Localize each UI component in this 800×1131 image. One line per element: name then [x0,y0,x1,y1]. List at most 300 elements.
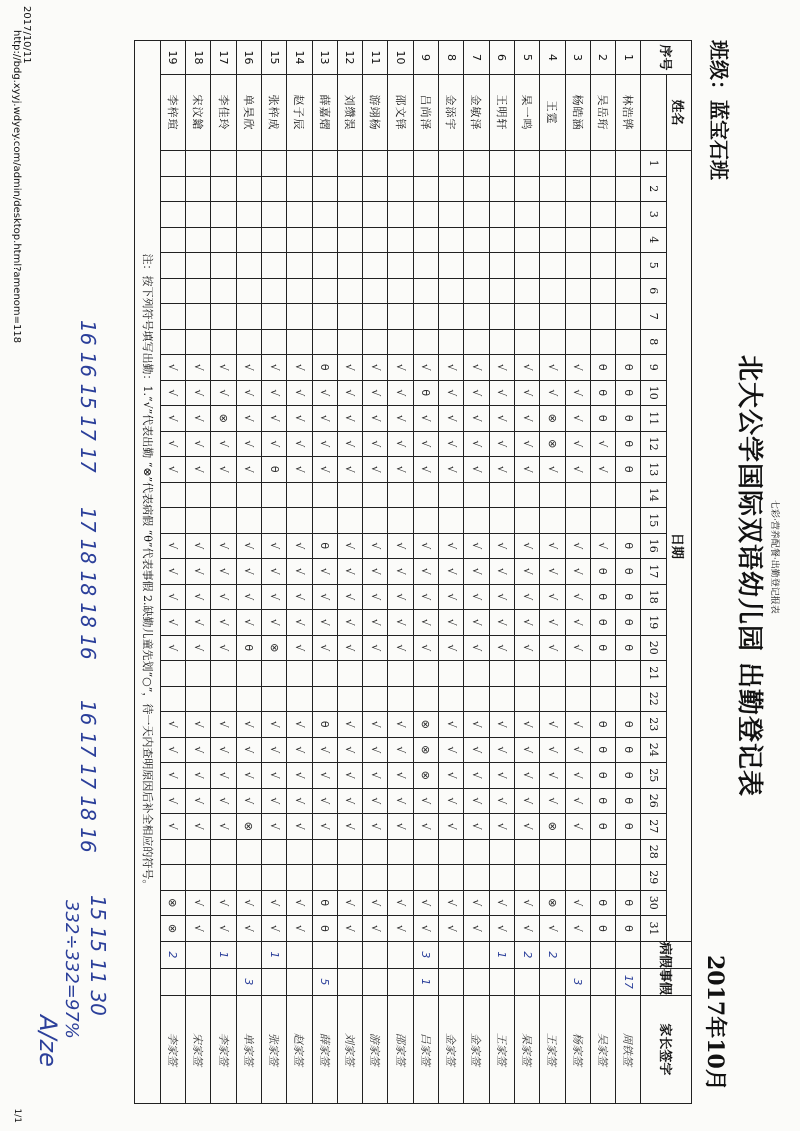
attendance-mark: √ [514,355,539,381]
day-header: 9 [641,355,666,381]
attendance-mark: √ [160,406,185,432]
attendance-mark: ⊗ [540,431,565,457]
parent-signature: 吴家签 [590,995,615,1103]
attendance-mark [489,227,514,253]
student-rows [160,41,641,1104]
attendance-mark [312,202,337,228]
attendance-mark [211,329,236,355]
attendance-mark [616,202,641,228]
attendance-mark [439,176,464,202]
attendance-mark: √ [186,355,211,381]
attendance-mark: √ [261,890,286,916]
attendance-mark [514,661,539,687]
class-label: 班级：蓝宝石班 [707,40,731,180]
attendance-mark [186,329,211,355]
attendance-mark [565,329,590,355]
attendance-mark [540,839,565,865]
attendance-mark: √ [464,431,489,457]
seq-cell: 5 [514,41,539,75]
attendance-mark: √ [464,584,489,610]
attendance-mark: √ [261,380,286,406]
attendance-mark [337,482,362,508]
attendance-mark: √ [388,584,413,610]
attendance-mark: θ [616,559,641,585]
attendance-mark: √ [413,788,438,814]
attendance-mark: √ [312,431,337,457]
attendance-mark: √ [186,737,211,763]
attendance-mark [312,865,337,891]
attendance-mark [312,176,337,202]
attendance-mark: θ [590,788,615,814]
personal-days-count [489,968,514,995]
attendance-mark [186,227,211,253]
attendance-mark: θ [616,584,641,610]
attendance-mark: √ [565,712,590,738]
attendance-mark: √ [540,788,565,814]
attendance-mark: √ [186,763,211,789]
day-header: 28 [641,839,666,865]
attendance-mark: θ [616,457,641,483]
attendance-mark [489,839,514,865]
table-row [388,41,413,1104]
attendance-mark: √ [337,814,362,840]
attendance-mark [363,661,388,687]
attendance-mark: θ [261,457,286,483]
attendance-mark: √ [160,814,185,840]
attendance-mark: √ [565,890,590,916]
attendance-mark: √ [514,457,539,483]
attendance-mark [590,176,615,202]
attendance-mark: θ [590,610,615,636]
attendance-mark: √ [160,788,185,814]
attendance-mark: ⊗ [211,406,236,432]
attendance-mark: √ [413,814,438,840]
attendance-mark [261,686,286,712]
attendance-mark: √ [236,763,261,789]
attendance-mark [236,202,261,228]
attendance-mark: √ [160,533,185,559]
attendance-mark: √ [565,380,590,406]
attendance-mark: √ [312,814,337,840]
attendance-mark [413,508,438,534]
attendance-table [134,40,692,1104]
day-header: 4 [641,227,666,253]
attendance-mark: √ [236,916,261,942]
attendance-mark [489,278,514,304]
attendance-mark: √ [186,788,211,814]
month-label: 2017年10月 [702,955,728,1091]
attendance-mark: √ [261,916,286,942]
attendance-mark: √ [363,788,388,814]
attendance-mark: θ [590,737,615,763]
attendance-mark: √ [363,635,388,661]
parent-signature: 金家签 [439,995,464,1103]
attendance-mark [388,151,413,177]
attendance-mark [388,508,413,534]
attendance-mark: √ [388,380,413,406]
day-header: 26 [641,788,666,814]
attendance-mark [287,329,312,355]
attendance-mark: √ [439,533,464,559]
attendance-mark [236,839,261,865]
attendance-mark [363,839,388,865]
attendance-mark: √ [540,635,565,661]
attendance-mark: √ [439,610,464,636]
attendance-mark: √ [565,533,590,559]
student-name: 王霆 [540,75,565,151]
attendance-mark [489,304,514,330]
parent-signature: 王家签 [489,995,514,1103]
attendance-mark [464,508,489,534]
attendance-mark: √ [337,559,362,585]
attendance-mark [337,329,362,355]
attendance-mark: √ [186,890,211,916]
personal-days-count: 1 [413,968,438,995]
handwritten-tally-week1: 16 16 15 17 17 [76,320,100,473]
attendance-mark [160,686,185,712]
student-name: 宋汶鎗 [186,75,211,151]
table-row [236,41,261,1104]
attendance-mark [514,151,539,177]
attendance-mark: √ [337,406,362,432]
student-name: 金敏泽 [464,75,489,151]
table-row [514,41,539,1104]
attendance-mark [489,176,514,202]
attendance-mark: √ [337,763,362,789]
attendance-mark [616,661,641,687]
attendance-mark [236,176,261,202]
attendance-mark: √ [565,916,590,942]
attendance-mark: √ [186,635,211,661]
sick-days-count [312,941,337,968]
attendance-mark [590,329,615,355]
attendance-mark: √ [160,584,185,610]
attendance-mark: √ [388,355,413,381]
sick-days-count [388,941,413,968]
attendance-mark: √ [514,406,539,432]
attendance-mark [312,253,337,279]
attendance-mark: √ [160,457,185,483]
attendance-mark: √ [388,916,413,942]
attendance-mark [363,304,388,330]
attendance-mark: θ [616,763,641,789]
student-name: 林浩铧 [616,75,641,151]
attendance-mark [616,253,641,279]
attendance-mark [363,865,388,891]
attendance-mark [413,865,438,891]
student-name: 刘缵淏 [337,75,362,151]
attendance-mark: √ [211,380,236,406]
attendance-mark: √ [413,431,438,457]
personal-days-count: 17 [616,968,641,995]
personal-days-count [211,968,236,995]
attendance-mark [363,278,388,304]
attendance-mark: √ [590,457,615,483]
attendance-mark: √ [261,712,286,738]
print-page-number: 1/1 [12,1108,22,1123]
attendance-mark [616,278,641,304]
attendance-mark [186,176,211,202]
attendance-mark [312,839,337,865]
attendance-mark [236,686,261,712]
student-name: 吴岳珩 [590,75,615,151]
attendance-mark: √ [489,584,514,610]
attendance-mark [287,482,312,508]
attendance-mark: √ [489,533,514,559]
attendance-mark: √ [413,635,438,661]
attendance-mark: √ [363,355,388,381]
attendance-mark: √ [439,457,464,483]
attendance-mark: θ [590,916,615,942]
attendance-mark [439,151,464,177]
attendance-mark: √ [186,559,211,585]
student-name: 李梓瑄 [160,75,185,151]
attendance-mark [514,482,539,508]
student-name: 金添宇 [439,75,464,151]
attendance-mark [439,661,464,687]
attendance-mark [211,661,236,687]
attendance-mark: √ [287,431,312,457]
attendance-mark: √ [489,380,514,406]
attendance-mark: √ [287,457,312,483]
attendance-mark [160,151,185,177]
student-name: 单昊欣 [236,75,261,151]
attendance-mark [388,839,413,865]
attendance-mark [565,865,590,891]
header-row-1 [666,41,691,1104]
attendance-mark: √ [540,610,565,636]
attendance-mark: √ [489,890,514,916]
table-row [363,41,388,1104]
attendance-mark: √ [312,610,337,636]
attendance-mark [540,482,565,508]
attendance-mark: √ [514,712,539,738]
attendance-mark: √ [439,737,464,763]
sick-days-count [439,941,464,968]
attendance-mark [514,839,539,865]
attendance-mark: √ [439,380,464,406]
attendance-mark [590,151,615,177]
attendance-mark [337,253,362,279]
attendance-mark [413,151,438,177]
attendance-mark: θ [590,635,615,661]
attendance-mark [261,151,286,177]
attendance-mark: √ [160,610,185,636]
sick-days-count [565,941,590,968]
attendance-mark: √ [236,737,261,763]
attendance-mark: √ [489,355,514,381]
day-header: 14 [641,482,666,508]
attendance-mark [160,508,185,534]
attendance-mark: √ [565,431,590,457]
attendance-mark: √ [287,712,312,738]
attendance-mark [261,865,286,891]
attendance-mark: √ [489,610,514,636]
attendance-mark [540,304,565,330]
attendance-mark: √ [464,763,489,789]
attendance-mark: √ [363,890,388,916]
attendance-mark [261,839,286,865]
attendance-mark [413,176,438,202]
attendance-mark [388,329,413,355]
attendance-mark [236,151,261,177]
table-row [312,41,337,1104]
sick-days-count [616,941,641,968]
attendance-mark [413,686,438,712]
attendance-mark: √ [540,355,565,381]
table-row [211,41,236,1104]
attendance-mark [211,839,236,865]
personal-days-count: 3 [236,968,261,995]
attendance-mark [565,227,590,253]
attendance-mark: √ [489,635,514,661]
attendance-mark: √ [514,533,539,559]
attendance-mark [439,253,464,279]
attendance-mark: √ [186,431,211,457]
table-row [616,41,641,1104]
seq-cell: 16 [236,41,261,75]
attendance-mark [160,253,185,279]
parent-signature: 薛家签 [312,995,337,1103]
attendance-mark: √ [261,814,286,840]
student-name: 薛嘉熠 [312,75,337,151]
attendance-mark [413,304,438,330]
attendance-mark [489,482,514,508]
sick-days-count: 1 [211,941,236,968]
parent-signature: 王家签 [540,995,565,1103]
attendance-mark: √ [261,559,286,585]
attendance-mark: √ [464,890,489,916]
attendance-mark: √ [540,380,565,406]
attendance-mark: ⊗ [160,890,185,916]
attendance-mark: √ [337,737,362,763]
parent-signature: 杲家签 [514,995,539,1103]
attendance-mark: √ [211,890,236,916]
attendance-mark: √ [236,890,261,916]
attendance-mark [616,304,641,330]
attendance-mark: θ [590,559,615,585]
attendance-mark [337,151,362,177]
personal-days-count [464,968,489,995]
attendance-mark: √ [186,380,211,406]
attendance-mark [236,227,261,253]
attendance-mark [540,227,565,253]
attendance-mark: √ [388,559,413,585]
parent-signature: 单家签 [236,995,261,1103]
attendance-mark: θ [413,380,438,406]
attendance-mark [590,686,615,712]
attendance-mark: √ [464,712,489,738]
attendance-mark [464,176,489,202]
attendance-mark [312,278,337,304]
attendance-mark: √ [287,380,312,406]
attendance-mark [464,278,489,304]
attendance-mark [236,304,261,330]
attendance-mark: √ [236,406,261,432]
day-header: 15 [641,508,666,534]
attendance-mark: √ [211,763,236,789]
attendance-mark: θ [590,763,615,789]
attendance-mark [590,508,615,534]
attendance-mark: √ [287,355,312,381]
parent-signature: 游家签 [363,995,388,1103]
table-row [287,41,312,1104]
personal-days-count [514,968,539,995]
attendance-mark [261,278,286,304]
attendance-mark [439,865,464,891]
seq-cell: 1 [616,41,641,75]
parent-signature: 周铁签 [616,995,641,1103]
attendance-mark: √ [565,355,590,381]
attendance-mark: ⊗ [413,712,438,738]
attendance-mark: √ [186,457,211,483]
attendance-mark [590,278,615,304]
attendance-mark: √ [363,380,388,406]
attendance-mark: √ [236,584,261,610]
attendance-mark [211,304,236,330]
attendance-mark [616,686,641,712]
attendance-mark [464,227,489,253]
attendance-mark: √ [160,635,185,661]
attendance-mark [363,329,388,355]
attendance-mark: θ [616,916,641,942]
attendance-mark [413,661,438,687]
attendance-mark: √ [540,712,565,738]
attendance-mark [489,865,514,891]
attendance-mark: √ [160,712,185,738]
attendance-mark: √ [211,814,236,840]
table-row [464,41,489,1104]
attendance-mark [540,202,565,228]
attendance-mark: √ [464,380,489,406]
attendance-mark: θ [590,890,615,916]
attendance-mark [261,253,286,279]
attendance-mark: √ [489,406,514,432]
personal-days-count [160,968,185,995]
attendance-mark: √ [287,533,312,559]
attendance-mark [540,661,565,687]
parent-signature: 赵家签 [287,995,312,1103]
attendance-mark: ⊗ [413,763,438,789]
table-row [565,41,590,1104]
attendance-mark: √ [439,916,464,942]
attendance-mark [439,278,464,304]
attendance-mark: √ [261,584,286,610]
attendance-mark: √ [413,584,438,610]
attendance-mark: √ [211,610,236,636]
attendance-mark [186,304,211,330]
day-header: 7 [641,304,666,330]
attendance-mark [211,865,236,891]
attendance-mark: √ [489,763,514,789]
personal-days-count [388,968,413,995]
attendance-mark [565,176,590,202]
attendance-mark [565,253,590,279]
day-header: 27 [641,814,666,840]
attendance-mark [186,278,211,304]
attendance-mark: θ [590,814,615,840]
report-subtitle: 七彩·营养配餐·出勤登记报表 [769,500,779,614]
attendance-mark: √ [489,559,514,585]
attendance-mark: √ [312,763,337,789]
attendance-mark [261,227,286,253]
sick-days-count: 1 [261,941,286,968]
seq-cell: 14 [287,41,312,75]
attendance-mark [312,508,337,534]
attendance-mark: √ [363,431,388,457]
attendance-mark: √ [186,533,211,559]
attendance-mark [186,839,211,865]
